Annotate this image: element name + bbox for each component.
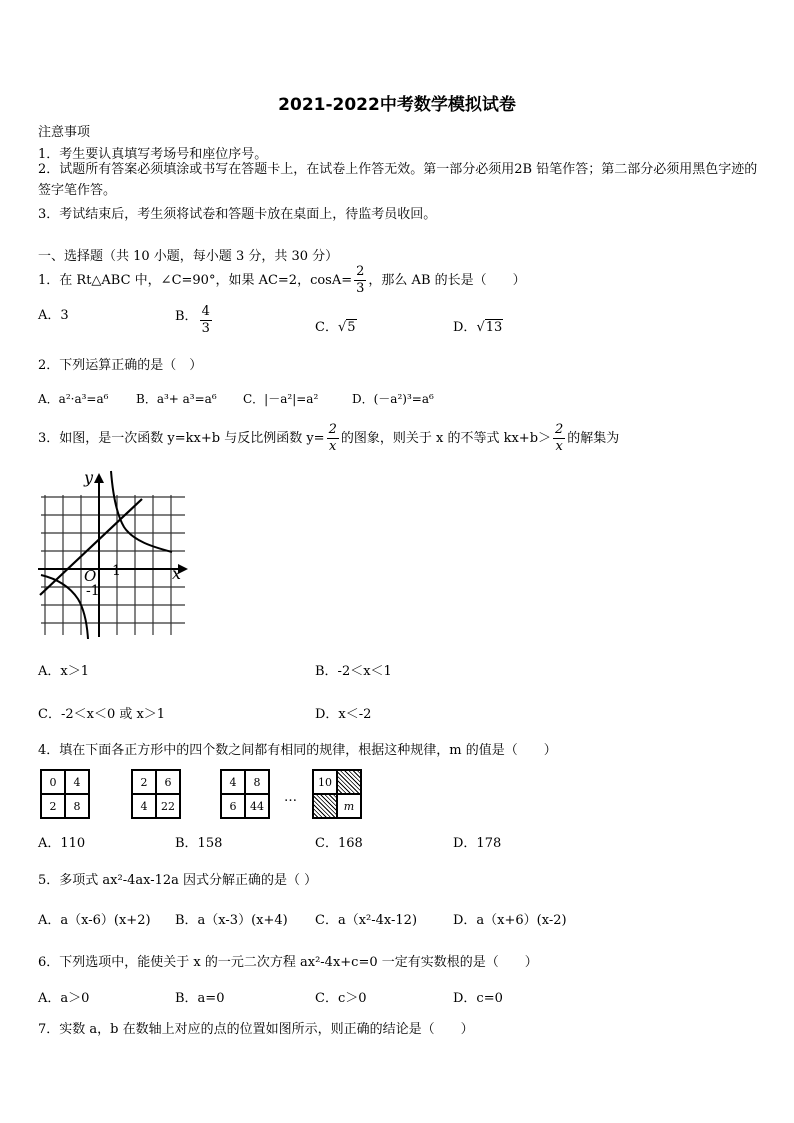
q1-option-b[interactable]: B． $\frac{4}{3}$ xyxy=(175,304,210,336)
note-item: 2．试题所有答案必须填涂或书写在答题卡上，在试卷上作答无效。第一部分必须用2B 铅笔作答；第二部分必须用黑色字迹的签字笔作答。 xyxy=(38,162,758,198)
q1-option-c[interactable]: C．√5 xyxy=(315,320,356,335)
fraction: $\frac{2}{3}$ xyxy=(356,264,365,296)
origin-label: O xyxy=(84,567,97,585)
q1-option-d[interactable]: D．√13 xyxy=(453,320,503,335)
q5-option-c[interactable]: C．a（x²-4x-12) xyxy=(315,913,418,928)
q4-option-d[interactable]: D．178 xyxy=(453,836,502,851)
number-square-unknown: 10 m xyxy=(312,769,362,819)
notes-heading: 注意事项 xyxy=(38,125,91,140)
tick-one: 1 xyxy=(112,563,121,579)
question-2: 2．下列运算正确的是（ ） xyxy=(38,358,203,373)
q3-option-b[interactable]: B．-2＜x＜1 xyxy=(315,664,392,679)
q5-option-d[interactable]: D．a（x+6）(x-2) xyxy=(453,913,567,928)
question-4: 4．填在下面各正方形中的四个数之间都有相同的规律，根据这种规律，m 的值是（ ） xyxy=(38,743,557,758)
q4-option-a[interactable]: A．110 xyxy=(38,836,86,851)
question-3: 3．如图，是一次函数 y=kx+b 与反比例函数 y= $\frac{2}{x}$ 的图象，则关于 x 的不等式 kx+b＞ $\frac{2}{x}$ 的解集为 xyxy=(38,422,620,454)
page-title: 2021-2022中考数学模拟试卷 xyxy=(278,95,516,115)
q6-option-b[interactable]: B．a=0 xyxy=(175,991,225,1006)
note-item: 3．考试结束后，考生须将试卷和答题卡放在桌面上，待监考员收回。 xyxy=(38,207,437,222)
q3-option-a[interactable]: A．x＞1 xyxy=(38,664,89,679)
q3-option-c[interactable]: C．-2＜x＜0 或 x＞1 xyxy=(38,707,166,722)
q6-option-d[interactable]: D．c=0 xyxy=(453,991,503,1006)
q1-option-a[interactable]: A．3 xyxy=(38,308,69,323)
q2-option-c[interactable]: C．|－a²|=a² xyxy=(243,392,319,406)
number-square: 4 8 6 44 xyxy=(220,769,270,819)
y-label: y xyxy=(84,468,94,487)
q6-option-a[interactable]: A．a＞0 xyxy=(38,991,90,1006)
q2-option-b[interactable]: B．a³+ a³=a⁶ xyxy=(136,392,217,406)
question-1: 1．在 Rt△ABC 中，∠C=90°，如果 AC=2，cosA= $\frac{2}{3}$ ，那么 AB 的长是（ ） xyxy=(38,264,526,296)
q5-option-a[interactable]: A．a（x-6）(x+2) xyxy=(38,913,151,928)
q3-option-d[interactable]: D．x＜-2 xyxy=(315,707,372,722)
tick-neg-one: -1 xyxy=(86,583,100,599)
question-5: 5．多项式 ax²-4ax-12a 因式分解正确的是（ ） xyxy=(38,873,318,888)
q2-option-d[interactable]: D．(－a²)³=a⁶ xyxy=(352,392,434,406)
x-label: x xyxy=(172,564,182,583)
q2-option-a[interactable]: A．a²·a³=a⁶ xyxy=(38,392,109,406)
question-6: 6．下列选项中，能使关于 x 的一元二次方程 ax²-4x+c=0 一定有实数根的是（ ） xyxy=(38,955,538,970)
hatched-cell xyxy=(337,770,361,794)
q4-option-b[interactable]: B．158 xyxy=(175,836,223,851)
question-7: 7．实数 a，b 在数轴上对应的点的位置如图所示，则正确的结论是（ ） xyxy=(38,1022,474,1037)
hatched-cell xyxy=(313,794,337,818)
ellipsis: … xyxy=(284,790,297,805)
number-square: 0 4 2 8 xyxy=(40,769,90,819)
note-item: 1．考生要认真填写考场号和座位序号。 xyxy=(38,147,268,162)
q6-option-c[interactable]: C．c＞0 xyxy=(315,991,367,1006)
function-graph xyxy=(38,467,190,639)
q5-option-b[interactable]: B．a（x-3）(x+4) xyxy=(175,913,288,928)
q4-option-c[interactable]: C．168 xyxy=(315,836,363,851)
number-square: 2 6 4 22 xyxy=(131,769,181,819)
section-heading: 一、选择题（共 10 小题，每小题 3 分，共 30 分） xyxy=(38,249,339,264)
